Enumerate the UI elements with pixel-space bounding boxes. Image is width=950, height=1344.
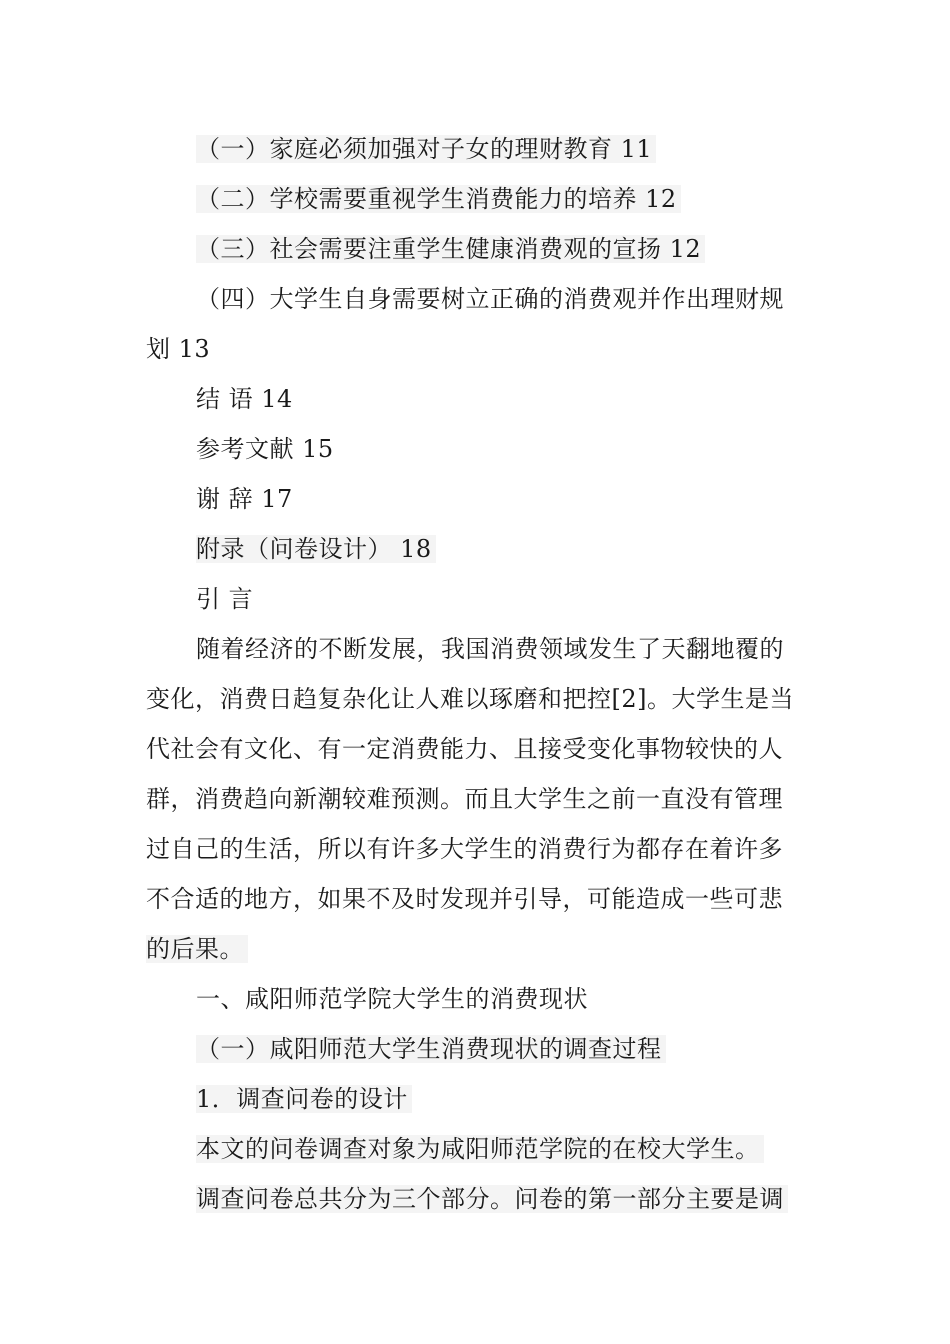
toc-item-student-self-cont[interactable] (146, 332, 210, 366)
heading-text: （一）咸阳师范大学生消费现状的调查过程 (196, 1035, 666, 1063)
toc-item-text: 参考文献 15 (196, 435, 334, 463)
toc-item-text: （四）大学生自身需要树立正确的消费观并作出理财规 (196, 285, 784, 313)
intro-heading (196, 582, 253, 616)
paragraph-text: 的后果。 (146, 935, 248, 963)
section1-paragraph-line (196, 1132, 764, 1166)
intro-paragraph-line (146, 932, 248, 966)
heading-text: 引 言 (196, 585, 254, 613)
toc-item-references[interactable] (196, 432, 334, 466)
intro-paragraph-line (146, 832, 783, 866)
paragraph-text: 本文的问卷调查对象为咸阳师范学院的在校大学生。 (196, 1135, 764, 1163)
paragraph-text: 群，消费趋向新潮较难预测。而且大学生之前一直没有管理 (146, 785, 783, 813)
section1-heading (196, 982, 588, 1016)
toc-item-school-training[interactable] (196, 182, 681, 216)
toc-item-text: 附录（问卷设计） 18 (196, 535, 436, 563)
toc-item-text: 划 13 (146, 335, 211, 363)
toc-item-text: （二）学校需要重视学生消费能力的培养 12 (196, 185, 681, 213)
intro-paragraph-line (146, 782, 783, 816)
section1-paragraph-line (196, 1182, 788, 1216)
toc-item-text: （三）社会需要注重学生健康消费观的宣扬 12 (196, 235, 705, 263)
toc-item-family-education[interactable] (196, 132, 656, 166)
toc-item-appendix[interactable] (196, 532, 436, 566)
intro-paragraph-line (196, 632, 784, 666)
paragraph-text: 不合适的地方，如果不及时发现并引导，可能造成一些可悲 (146, 885, 783, 913)
paragraph-text: 调查问卷总共分为三个部分。问卷的第一部分主要是调 (196, 1185, 788, 1213)
intro-paragraph-line (146, 882, 783, 916)
paragraph-text: 过自己的生活，所以有许多大学生的消费行为都存在着许多 (146, 835, 783, 863)
paragraph-text: 随着经济的不断发展，我国消费领域发生了天翻地覆的 (196, 635, 784, 663)
toc-item-thanks[interactable] (196, 482, 293, 516)
intro-paragraph-line (146, 682, 794, 716)
heading-text: 1．调查问卷的设计 (196, 1085, 412, 1113)
section1-subsubheading (196, 1082, 412, 1116)
toc-item-student-self[interactable] (196, 282, 784, 316)
paragraph-text: 变化，消费日趋复杂化让人难以琢磨和把控[2]。大学生是当 (146, 685, 794, 713)
toc-item-society-promotion[interactable] (196, 232, 705, 266)
section1-subheading (196, 1032, 666, 1066)
intro-paragraph-line (146, 732, 783, 766)
toc-item-text: （一）家庭必须加强对子女的理财教育 11 (196, 135, 656, 163)
paragraph-text: 代社会有文化、有一定消费能力、且接受变化事物较快的人 (146, 735, 783, 763)
heading-text: 一、咸阳师范学院大学生的消费现状 (196, 985, 588, 1013)
toc-item-text: 谢 辞 17 (196, 485, 293, 513)
toc-item-conclusion[interactable] (196, 382, 293, 416)
toc-item-text: 结 语 14 (196, 385, 293, 413)
